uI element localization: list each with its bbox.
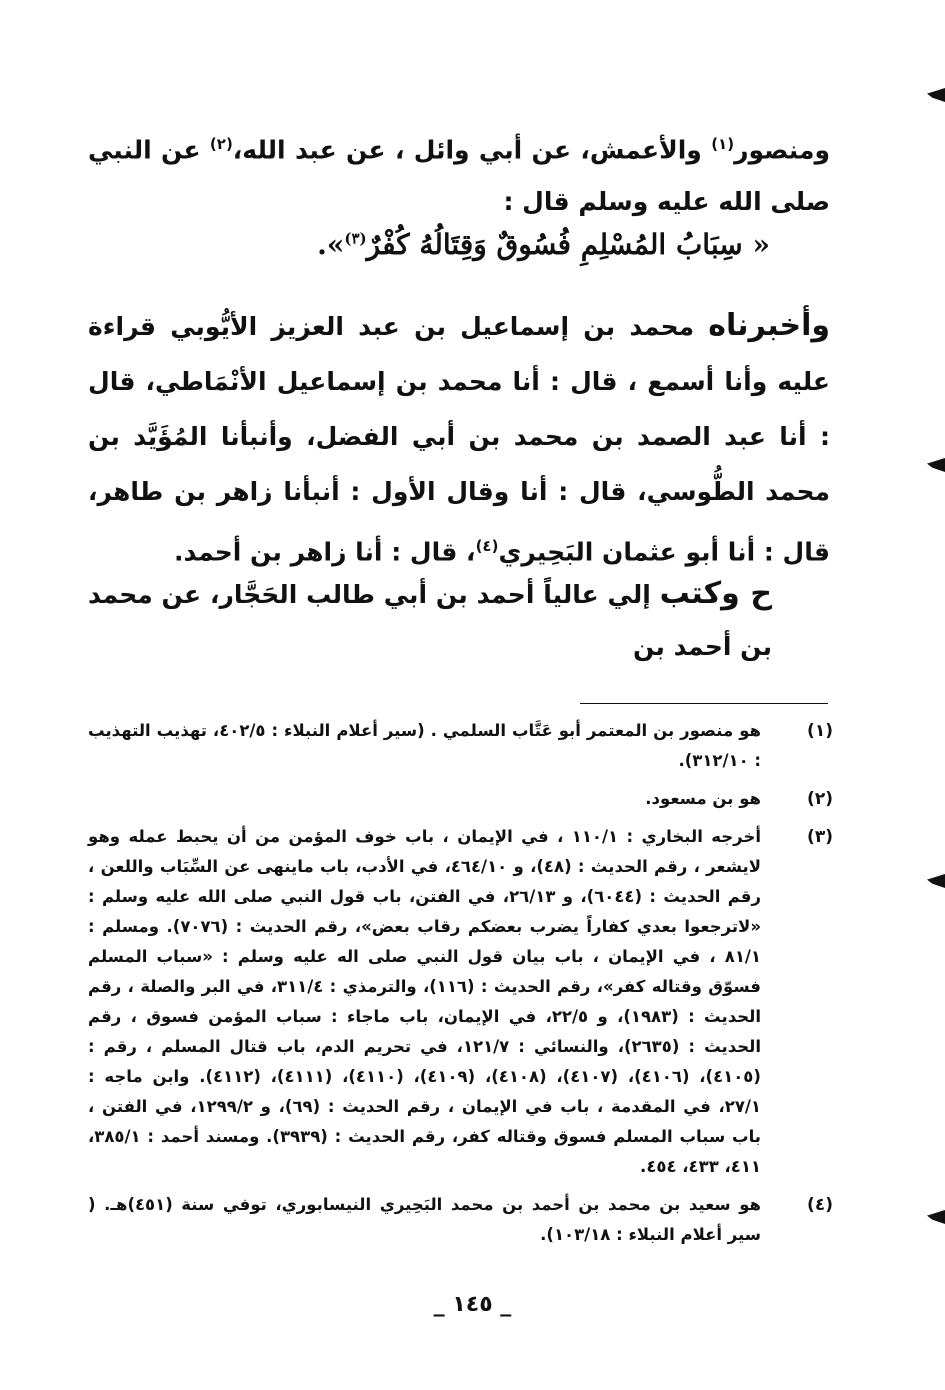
hadith-verse-text: « سِبَابُ المُسْلِمِ فُسُوقٌ وَقِتَالُهُ كُفْرٌ <box>366 228 770 261</box>
paragraph-1-text-b: والأعمش، عن أبي وائل ، عن عبد الله، <box>232 135 712 165</box>
paragraph-2 <box>88 298 830 579</box>
footnote-ref-1[interactable]: (١) <box>711 135 735 153</box>
footnote-text: هو سعيد بن محمد بن أحمد بن محمد البَحِيري النيسابوري، توفي سنة (٤٥١)هـ. ( سير أعلام النبلاء : ١٠٣/١٨). <box>88 1195 761 1244</box>
footnote-ref-2[interactable]: (٢) <box>209 135 233 153</box>
paragraph-1-text-c: عن النبي صلى الله عليه وسلم قال : <box>88 135 830 217</box>
footnote-3 <box>88 822 833 1182</box>
footnote-ref-4[interactable]: (٤) <box>475 537 499 555</box>
footnote-4 <box>88 1190 833 1250</box>
footnotes <box>88 716 833 1258</box>
footnote-number: (٢) <box>807 789 833 809</box>
footnote-2 <box>88 784 833 814</box>
footnote-text: هو منصور بن المعتمر أبو عَتَّاب السلمي . (سير أعلام النبلاء : ٤٠٢/٥، تهذيب التهذيب : ٣١٢/١٠). <box>88 721 761 770</box>
footnote-1 <box>88 716 833 776</box>
paragraph-3-lead: ح وكتب <box>659 576 772 611</box>
footnote-text: أخرجه البخاري : ١١٠/١ ، في الإيمان ، باب خوف المؤمن من أن يحبط عمله وهو لايشعر ، رقم الحديث : (٤٨)، و ٤٦٤/١٠، في الأدب، باب ماينهى عن السِّبَاب واللعن ، رقم الحديث : (٦٠٤٤)، و ٢٦/١٣، في الفتن، باب قول النبي صلى الله عليه وسلم : «لاترجعوا بعدي كفاراً يضرب بعضكم رقاب بعض»، رقم الحديث : (٧٠٧٦). ومسلم : ٨١/١ ، في الإيمان ، باب بيان قول النبي صلى اله عليه وسلم : «سباب المسلم فسوّق وقتاله كفر»، رقم الحديث : (١١٦)، والترمذي : ٣١١/٤، في البر والصلة ، رقم الحديث : (١٩٨٣)، و ٢٢/٥، في الإيمان، باب ماجاء : سباب المؤمن فسوق ، رقم الحديث : (٢٦٣٥)، والنسائي : ١٢١/٧، في تحريم الدم، باب قتال المسلم ، رقم : (٤١٠٥)، (٤١٠٦)، (٤١٠٧)، (٤١٠٨)، (٤١٠٩)، (٤١١٠)، (٤١١١)، (٤١١٢). وابن ماجه : ٢٧/١، في المقدمة ، باب في الإيمان ، رقم الحديث : (٦٩)، و ١٢٩٩/٢، في الفتن ، باب سباب المسلم فسوق وقتاله كفر، رقم الحديث : (٣٩٣٩). ومسند أحمد : ٣٨٥/١، ٤١١، ٤٣٣، ٤٥٤. <box>88 827 762 1176</box>
hadith-verse <box>88 228 830 261</box>
page-number: _ ١٤٥ _ <box>433 1292 512 1317</box>
paragraph-2-text-a: محمد بن إسماعيل بن عبد العزيز الأيُّوبي قراءة عليه وأنا أسمع ، قال : أنا محمد بن إسماعيل الأنْمَاطي، قال : أنا عبد الصمد بن محمد بن أبي الفضل، وأنبأنا المُؤَيَّد بن محمد الطُّوسي، قال : أنا وقال الأول : أنبأنا زاهر بن طاهر، قال : أنا أبو عثمان البَحِيري <box>88 312 830 567</box>
scan-edge-mark <box>927 1210 945 1224</box>
hadith-verse-close: ». <box>317 228 345 261</box>
footnote-number: (١) <box>807 721 833 741</box>
paragraph-2-text-b: ، قال : أنا زاهر بن أحمد. <box>174 537 476 567</box>
paragraph-3 <box>88 568 830 673</box>
footnote-text: هو بن مسعود. <box>645 789 761 808</box>
scan-edge-mark <box>927 458 945 472</box>
paragraph-2-lead: وأخبرناه <box>708 308 830 343</box>
scan-edge-mark <box>927 88 945 102</box>
paragraph-1 <box>88 118 830 228</box>
footnote-ref-3[interactable]: (٣) <box>344 229 367 248</box>
footnote-number: (٤) <box>807 1195 833 1215</box>
scan-edge-mark <box>927 874 945 888</box>
paragraph-1-text-a: ومنصور <box>734 135 830 165</box>
paragraph-3-text: إلي عالياً أحمد بن أبي طالب الحَجَّار، عن محمد بن أحمد بن <box>88 580 772 661</box>
footnote-separator <box>580 703 828 704</box>
footnote-number: (٣) <box>807 827 833 847</box>
